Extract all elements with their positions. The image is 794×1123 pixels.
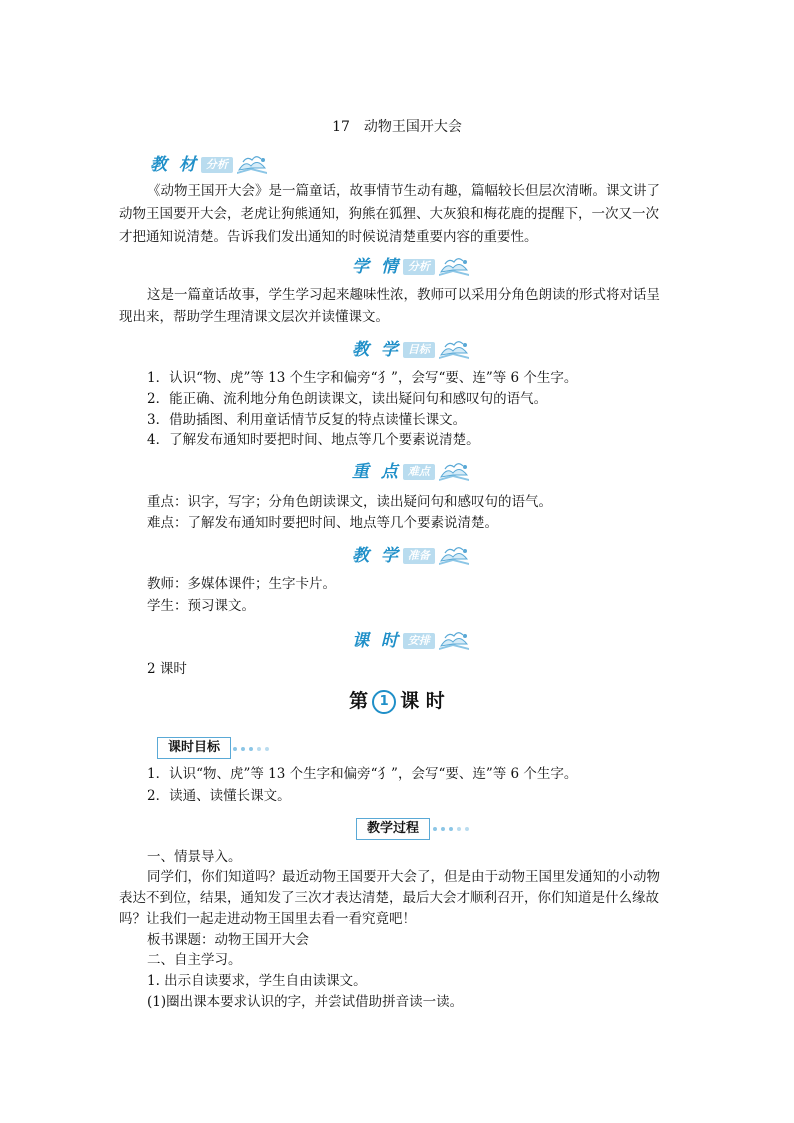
teaching-process-label: 教学过程 bbox=[356, 818, 430, 840]
open-book-icon bbox=[235, 154, 269, 176]
section-heading-tag: 准备 bbox=[403, 548, 435, 564]
list-item: 2．读通、读懂长课文。 bbox=[147, 788, 291, 804]
section-heading-tag: 分析 bbox=[403, 259, 435, 275]
lesson-number-badge: 1 bbox=[372, 690, 396, 714]
section-heading-main: 重 点 bbox=[352, 462, 401, 482]
section-heading-main: 教 学 bbox=[352, 546, 401, 566]
list-item: 4．了解发布通知时要把时间、地点等几个要素说清楚。 bbox=[147, 432, 480, 448]
list-item: 教师：多媒体课件；生字卡片。 bbox=[147, 576, 336, 592]
lesson-heading bbox=[0, 686, 794, 714]
paragraph-line: 1. 出示自读要求，学生自由读课文。 bbox=[147, 973, 367, 989]
paragraph-line: 吗？让我们一起走进动物王国里去看一看究竟吧！ bbox=[119, 911, 416, 927]
section-heading-tag: 安排 bbox=[403, 633, 435, 649]
section-heading-anpai bbox=[352, 626, 471, 652]
decorative-dots-icon bbox=[432, 826, 472, 832]
section-heading-mubiao bbox=[352, 335, 471, 361]
list-item: 1．认识“物、虎”等 13 个生字和偏旁“犭”，会写“要、连”等 6 个生字。 bbox=[147, 370, 578, 386]
paragraph-line: 表达不到位，结果，通知发了三次才表达清楚，最后大会才顺利召开，你们知道是什么缘故 bbox=[119, 890, 659, 906]
section-heading-main: 教 材 bbox=[150, 155, 199, 175]
open-book-icon bbox=[437, 339, 471, 361]
open-book-icon bbox=[437, 461, 471, 483]
section-heading-tag: 难点 bbox=[403, 464, 435, 480]
list-item: 难点：了解发布通知时要把时间、地点等几个要素说清楚。 bbox=[147, 515, 498, 531]
section-heading-tag: 分析 bbox=[201, 157, 233, 173]
paragraph-line: 二、自主学习。 bbox=[147, 952, 242, 968]
paragraph-line: 同学们，你们知道吗？最近动物王国要开大会了，但是由于动物王国里发通知的小动物 bbox=[147, 869, 660, 885]
paragraph-line: 动物王国要开大会，老虎让狗熊通知，狗熊在狐狸、大灰狼和梅花鹿的提醒下，一次又一次 bbox=[119, 206, 659, 222]
paragraph-line: 《动物王国开大会》是一篇童话，故事情节生动有趣，篇幅较长但层次清晰。课文讲了 bbox=[147, 183, 660, 199]
decorative-dots-icon bbox=[232, 746, 272, 752]
section-heading-main: 学 情 bbox=[352, 257, 401, 277]
list-item: 重点：识字，写字；分角色朗读课文，读出疑问句和感叹句的语气。 bbox=[147, 494, 552, 510]
paragraph-line: 板书课题：动物王国开大会 bbox=[147, 932, 309, 948]
open-book-icon bbox=[437, 630, 471, 652]
section-heading-zhunbei bbox=[352, 541, 471, 567]
paragraph-line: 一、情景导入。 bbox=[147, 849, 242, 865]
open-book-icon bbox=[437, 545, 471, 567]
document-title: 17 动物王国开大会 bbox=[332, 119, 462, 135]
lesson-count: 2 课时 bbox=[147, 661, 187, 677]
paragraph-line: 才把通知说清楚。告诉我们发出通知的时候说清楚重要内容的重要性。 bbox=[119, 229, 538, 245]
section-heading-main: 课 时 bbox=[352, 631, 401, 651]
list-item: 1．认识“物、虎”等 13 个生字和偏旁“犭”，会写“要、连”等 6 个生字。 bbox=[147, 766, 578, 782]
section-heading-main: 教 学 bbox=[352, 340, 401, 360]
list-item: 学生：预习课文。 bbox=[147, 598, 255, 614]
lesson-heading-prefix: 第 bbox=[349, 690, 369, 712]
section-heading-jiaocai bbox=[150, 150, 269, 176]
list-item: 3．借助插图、利用童话情节反复的特点读懂长课文。 bbox=[147, 412, 467, 428]
open-book-icon bbox=[437, 256, 471, 278]
paragraph-line: 现出来，帮助学生理清课文层次并读懂课文。 bbox=[119, 309, 389, 325]
lesson-heading-suffix: 课 时 bbox=[400, 690, 445, 712]
paragraph-line: (1)圈出课本要求认识的字，并尝试借助拼音读一读。 bbox=[147, 994, 464, 1010]
section-heading-tag: 目标 bbox=[403, 342, 435, 358]
lesson-goal-label: 课时目标 bbox=[157, 737, 231, 759]
list-item: 2．能正确、流利地分角色朗读课文，读出疑问句和感叹句的语气。 bbox=[147, 391, 548, 407]
section-heading-zhongdian bbox=[352, 457, 471, 483]
section-heading-xueqing bbox=[352, 252, 471, 278]
paragraph-line: 这是一篇童话故事，学生学习起来趣味性浓，教师可以采用分角色朗读的形式将对话呈 bbox=[147, 287, 660, 303]
